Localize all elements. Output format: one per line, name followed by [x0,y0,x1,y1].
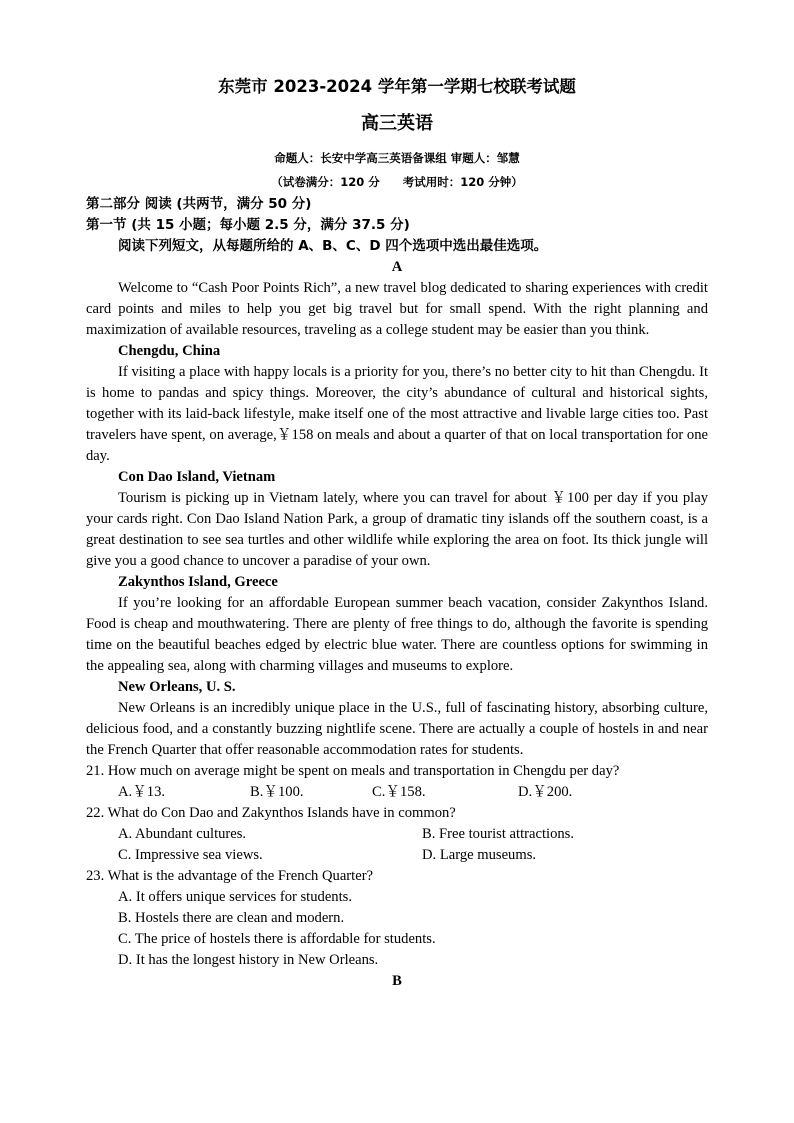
section-heading: New Orleans, U. S. [118,679,236,695]
option-d: D.￥200. [518,784,573,800]
question-22-options-row-1 [86,824,708,845]
question-22-stem: 22. What do Con Dao and Zakynthos Islands have in common? [86,805,456,821]
option-a: A.￥13. [118,784,166,800]
option-c: C. Impressive sea views. [118,847,263,863]
exam-title: 东莞市 2023-2024 学年第一学期七校联考试题 [218,77,576,96]
option-d: D. Large museums. [422,847,537,863]
section-title: 第一节 (共 15 小题；每小题 2.5 分，满分 37.5 分) [86,217,410,233]
question-21-options [86,782,708,803]
option-a: A. Abundant cultures. [118,826,247,842]
part-title: 第二部分 阅读 (共两节，满分 50 分) [86,196,312,212]
passage-a-label: A [391,259,403,275]
exam-info: （试卷满分：120 分 考试用时：120 分钟） [271,175,523,189]
section-heading: Chengdu, China [118,343,221,359]
passage-b-label: B [392,973,402,989]
section-text: If visiting a place with happy locals is a priority for you, there’s no better city to hit than Chengdu. It is home to pandas and spicy things. Moreover, the city’s abundance of cultural and historical sights, together with its laid-back lifestyle, make itself one of the most attractive and livable large cities too. Past travelers have spent, on average,￥158 on meals and about a quarter of that on local transportation for one day. [86,364,708,464]
exam-subtitle: 高三英语 [361,113,433,134]
question-22-options-row-2 [86,845,708,866]
instruction: 阅读下列短文，从每题所给的 A、B、C、D 四个选项中选出最佳选项。 [118,238,548,254]
option-b: B. Hostels there are clean and modern. [118,910,345,926]
question-21-stem: 21. How much on average might be spent on meals and transportation in Chengdu per day? [86,763,620,779]
exam-page [86,72,708,992]
option-b: B.￥100. [250,784,304,800]
option-d: D. It has the longest history in New Orleans. [118,952,379,968]
passage-a-intro: Welcome to “Cash Poor Points Rich”, a new travel blog dedicated to sharing experiences with credit card points and miles to help you get big travel but for small spend. With the right planning and maximization of available resources, traveling as a college student may be easier than you think. [86,280,708,338]
section-text: If you’re looking for an affordable European summer beach vacation, consider Zakynthos Island. Food is cheap and mouthwatering. There are plenty of free things to do, although the favorite is spending time on the beautiful beaches edged by electric blue water. There are countless options for swimming in the appealing sea, along with charming villages and museums to explore. [86,595,708,674]
option-a: A. It offers unique services for students. [118,889,352,905]
section-text: Tourism is picking up in Vietnam lately, where you can travel for about ￥100 per day if you play your cards right. Con Dao Island Nation Park, a group of dramatic tiny islands off the southern coast, is a great destination to see sea turtles and other wildlife while exploring the area on foot. Its thick jungle will give you a good chance to uncover a paradise of your own. [86,490,708,569]
exam-authors: 命题人：长安中学高三英语备课组 审题人：邹慧 [274,151,520,165]
option-b: B. Free tourist attractions. [422,826,574,842]
section-heading: Con Dao Island, Vietnam [118,469,276,485]
section-text: New Orleans is an incredibly unique place in the U.S., full of fascinating history, absorbing culture, delicious food, and a constantly buzzing nightlife scene. There are actually a couple of hostels in and near the French Quarter that offer reasonable accommodation rates for students. [86,700,708,758]
option-c: C.￥158. [372,784,426,800]
option-c: C. The price of hostels there is affordable for students. [118,931,436,947]
question-23-stem: 23. What is the advantage of the French Quarter? [86,868,374,884]
section-heading: Zakynthos Island, Greece [118,574,278,590]
